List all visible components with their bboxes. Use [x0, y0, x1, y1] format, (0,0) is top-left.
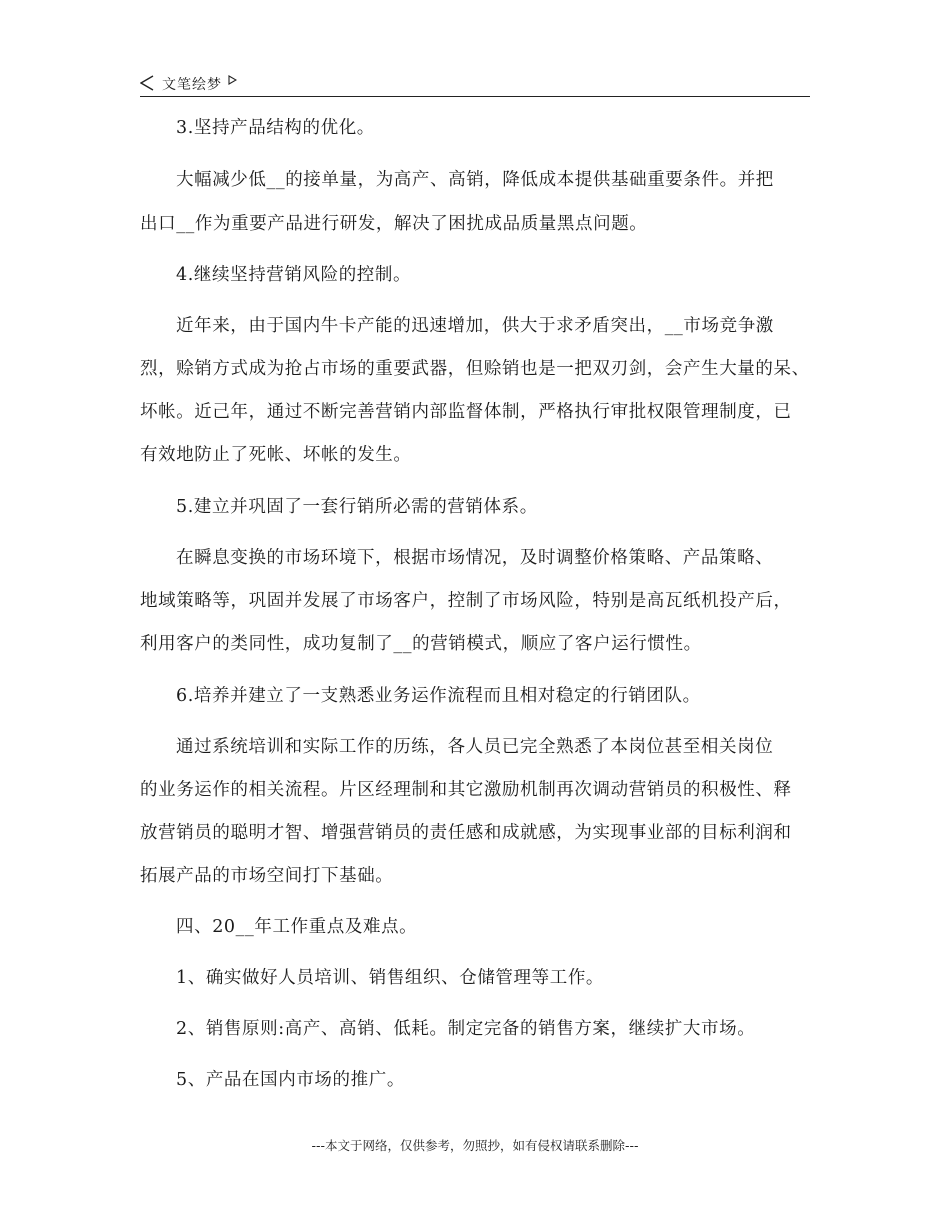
list-item: 5、产品在国内市场的推广。 — [176, 1070, 405, 1090]
paragraph-line: 烈，赊销方式成为抢占市场的重要武器，但赊销也是一把双刃剑，会产生大量的呆、 — [140, 359, 810, 379]
paragraph-line: 的业务运作的相关流程。片区经理制和其它激励机制再次调动营销员的积极性、释 — [140, 780, 792, 800]
paragraph-line: 坏帐。近己年，通过不断完善营销内部监督体制，严格执行审批权限管理制度，已 — [140, 402, 792, 422]
paragraph-line: 通过系统培训和实际工作的历练，各人员已完全熟悉了本岗位甚至相关岗位 — [176, 737, 774, 757]
section-heading: 5.建立并巩固了一套行销所必需的营销体系。 — [176, 497, 538, 517]
paragraph-line: 近年来，由于国内牛卡产能的迅速增加，供大于求矛盾突出，__市场竞争激 — [176, 316, 774, 336]
paragraph-line: 利用客户的类同性，成功复制了__的营销模式，顺应了客户运行惯性。 — [140, 634, 702, 654]
paragraph-line: 拓展产品的市场空间打下基础。 — [140, 866, 394, 886]
paragraph-line: 地域策略等，巩固并发展了市场客户，控制了市场风险，特别是高瓦纸机投产后， — [140, 591, 792, 611]
section-heading: 四、20__年工作重点及难点。 — [176, 917, 418, 937]
paragraph-line: 放营销员的聪明才智、增强营销员的责任感和成就感，为实现事业部的目标利润和 — [140, 823, 792, 843]
triangle-left-icon — [140, 75, 154, 91]
page-footer: ---本文于网络，仅供参考，勿照抄，如有侵权请联系删除--- — [311, 1138, 639, 1153]
paragraph-line: 在瞬息变换的市场环境下，根据市场情况，及时调整价格策略、产品策略、 — [176, 548, 774, 568]
list-item: 2、销售原则:高产、高销、低耗。制定完备的销售方案，继续扩大市场。 — [176, 1019, 756, 1039]
triangle-right-icon — [228, 75, 237, 85]
page-header — [140, 72, 810, 97]
section-heading: 3.坚持产品结构的优化。 — [176, 118, 375, 138]
brand-label: 文笔绘梦 — [162, 77, 222, 93]
paragraph-line: 出口__作为重要产品进行研发，解决了困扰成品质量黑点问题。 — [140, 214, 648, 234]
list-item: 1、确实做好人员培训、销售组织、仓储管理等工作。 — [176, 968, 605, 988]
paragraph-line: 有效地防止了死帐、坏帐的发生。 — [140, 445, 412, 465]
section-heading: 4.继续坚持营销风险的控制。 — [176, 265, 412, 285]
section-heading: 6.培养并建立了一支熟悉业务运作流程而且相对稳定的行销团队。 — [176, 686, 701, 706]
paragraph-line: 大幅减少低__的接单量，为高产、高销，降低成本提供基础重要条件。并把 — [176, 170, 774, 190]
